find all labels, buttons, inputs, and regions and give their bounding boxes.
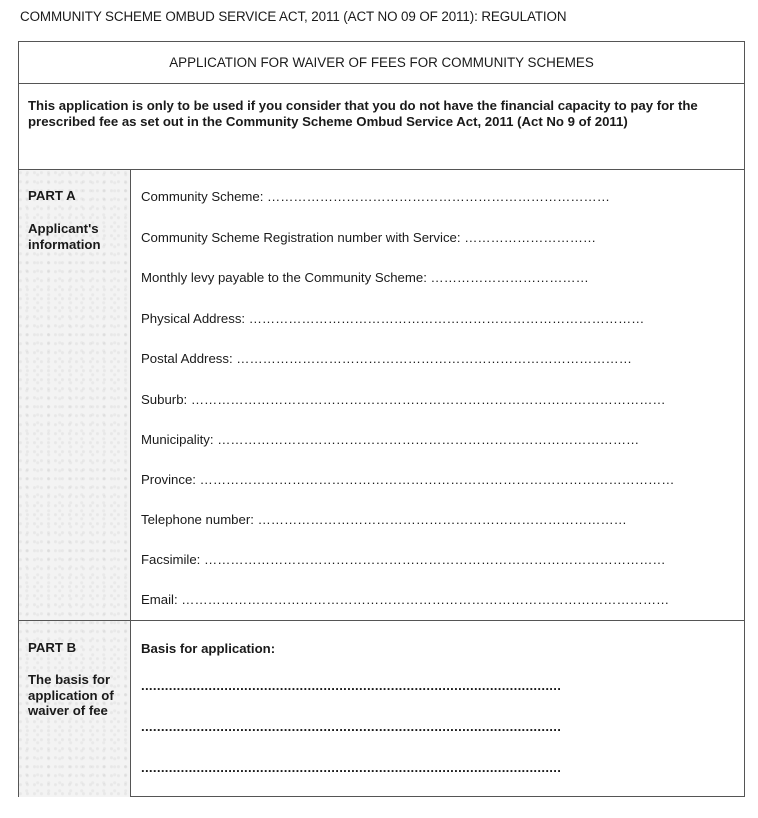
form-heading: APPLICATION FOR WAIVER OF FEES FOR COMMUNITY SCHEMES [19,42,744,84]
facsimile-field[interactable]: Facsimile: …………………………………………………………………………………………… [141,552,666,567]
part-a-sublabel: Applicant's information [28,221,101,252]
telephone-field[interactable]: Telephone number: ………………………………………………………………………… [141,512,627,527]
part-b-label: PART B [28,640,77,655]
basis-line-2[interactable]: .......................................................................................................... [141,719,562,734]
community-scheme-field[interactable]: Community Scheme: …………………………………………………………………… [141,189,610,204]
province-field[interactable]: Province: ……………………………………………………………………………………………… [141,472,675,487]
waiver-application-form [18,41,745,797]
basis-title: Basis for application: [141,641,276,656]
monthly-levy-field[interactable]: Monthly levy payable to the Community Scheme: ……………………………… [141,270,589,285]
divider [19,620,744,621]
part-b-sublabel: The basis for application of waiver of fee [28,672,114,718]
suburb-field[interactable]: Suburb: ……………………………………………………………………………………………… [141,392,666,407]
physical-address-field[interactable]: Physical Address: ……………………………………………………………………………… [141,311,645,326]
registration-number-field[interactable]: Community Scheme Registration number with Service: ………………………… [141,230,597,245]
email-field[interactable]: Email: ………………………………………………………………………………………………… [141,592,670,607]
postal-address-field[interactable]: Postal Address: ……………………………………………………………………………… [141,351,632,366]
intro-text: This application is only to be used if you consider that you do not have the financial capacity to pay for the prescribed fee as set out in the Community Scheme Ombud Service Act, 2011 (Act No 9 of 2011) [28,98,698,129]
basis-line-1[interactable]: .......................................................................................................... [141,678,562,693]
part-a-label: PART A [28,188,76,203]
basis-line-3[interactable]: .......................................................................................................... [141,760,562,775]
column-divider [130,169,131,797]
municipality-field[interactable]: Municipality: …………………………………………………………………………………… [141,432,640,447]
document-title: COMMUNITY SCHEME OMBUD SERVICE ACT, 2011 (ACT NO 09 OF 2011): REGULATION [20,9,567,24]
